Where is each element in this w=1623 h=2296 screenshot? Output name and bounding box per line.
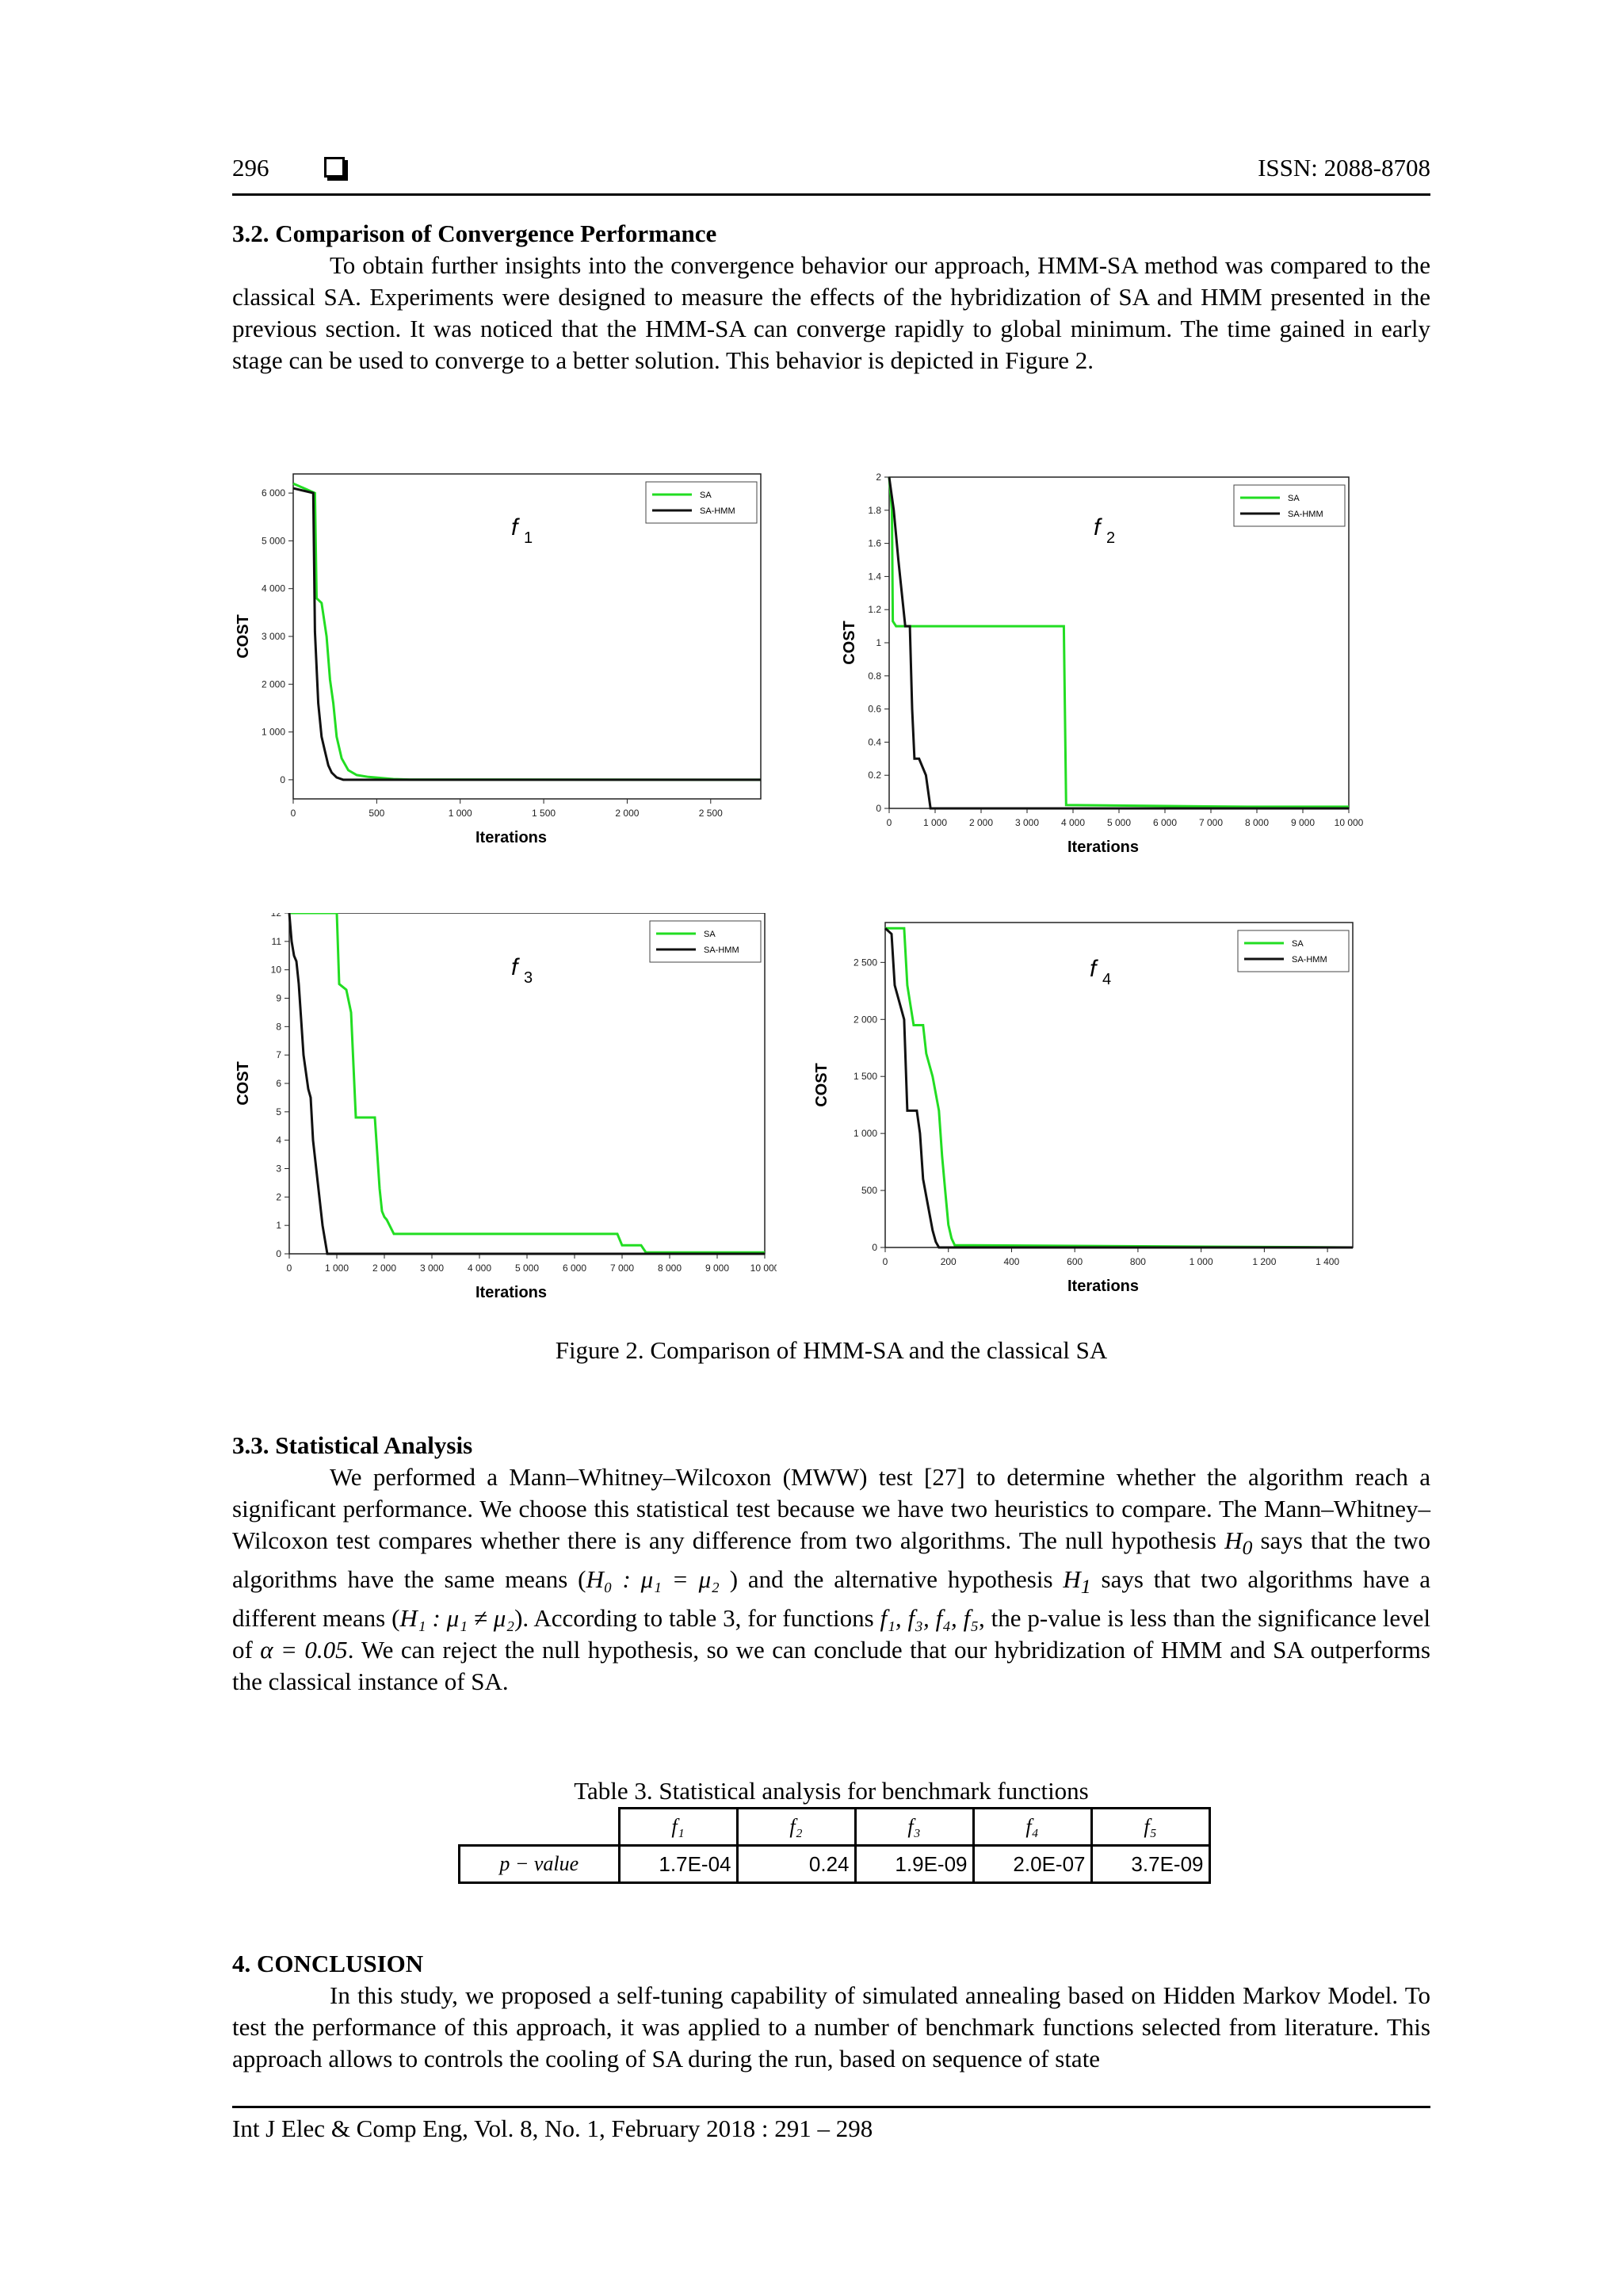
chart-f2-svg xyxy=(832,468,1375,892)
legend-label: SA xyxy=(1288,494,1300,503)
section-3-2-paragraph: To obtain further insights into the convergence behavior our approach, HMM-SA method was compared to the classical SA. Experiments were designed to measure the effects of the hybridization of SA and HMM presented in the previous section. It was noticed that the HMM-SA can converge rapidly to global minimum. The time gained in early stage can be used to converge to a better solution. This behavior is depicted in Figure 2. xyxy=(232,251,1430,374)
page-footer xyxy=(232,2106,1430,2143)
x-tick-label: 800 xyxy=(1129,1256,1146,1267)
x-tick-label: 3 000 xyxy=(419,1263,445,1274)
table-cell: 2.0E-07 xyxy=(973,1846,1091,1883)
y-tick-label: 1.4 xyxy=(868,571,881,583)
x-tick-label: 1 200 xyxy=(1252,1256,1277,1267)
x-tick-label: 5 000 xyxy=(514,1263,540,1274)
h1-letter: H xyxy=(1063,1565,1081,1594)
legend-label: SA xyxy=(700,491,712,500)
legend-box xyxy=(650,921,761,962)
issn: ISSN: 2088-8708 xyxy=(1258,154,1430,181)
y-tick-label: 500 xyxy=(861,1185,877,1197)
table-header-cell: f₂ xyxy=(737,1809,855,1846)
y-axis-label: COST xyxy=(235,614,252,659)
y-tick-label: 2 500 xyxy=(853,957,877,968)
table-corner-cell xyxy=(460,1809,620,1846)
x-tick-label: 1 500 xyxy=(532,808,556,819)
x-tick-label: 0 xyxy=(290,808,296,819)
x-tick-label: 1 000 xyxy=(324,1263,349,1274)
stat-text-2: says that the two algorithms have the same means ( xyxy=(232,1526,1431,1594)
x-tick-label: 9 000 xyxy=(1290,817,1316,828)
y-tick-label: 5 xyxy=(276,1106,281,1117)
x-tick-label: 1 000 xyxy=(1189,1256,1213,1267)
chart-f4-svg xyxy=(804,913,1375,1321)
section-3-2-title: 3.2. Comparison of Convergence Performance xyxy=(232,220,717,247)
table-header-cell: f₁ xyxy=(619,1809,737,1846)
y-axis-label: COST xyxy=(841,621,858,665)
x-tick-label: 1 400 xyxy=(1316,1256,1340,1267)
y-tick-label: 1.6 xyxy=(868,537,881,549)
x-tick-label: 500 xyxy=(369,808,385,819)
table-cell: 1.9E-09 xyxy=(855,1846,973,1883)
x-tick-label: 10 000 xyxy=(1334,817,1364,828)
x-tick-label: 400 xyxy=(1003,1256,1020,1267)
y-tick-label: 9 xyxy=(276,992,281,1004)
y-tick-label: 1 000 xyxy=(261,726,285,738)
means-differ: H₁ : μ₁ ≠ μ₂ xyxy=(399,1604,515,1633)
y-tick-label: 0.2 xyxy=(868,770,881,781)
y-tick-label: 0 xyxy=(280,774,285,785)
y-tick-label: 2 000 xyxy=(853,1014,877,1026)
legend-box xyxy=(1238,930,1349,972)
y-tick-label: 7 xyxy=(276,1049,281,1061)
footer-citation: Int J Elec & Comp Eng, Vol. 8, No. 1, February 2018 : 291 – 298 xyxy=(232,2115,873,2142)
square-bullet-icon xyxy=(324,157,345,178)
y-tick-label: 0.6 xyxy=(868,703,881,715)
x-tick-label: 3 000 xyxy=(1014,817,1040,828)
stat-text-3: ) and the alternative hypothesis xyxy=(719,1565,1064,1594)
h0-symbol xyxy=(1224,1526,1253,1560)
y-tick-label: 12 xyxy=(270,913,281,919)
x-tick-label: 2 000 xyxy=(372,1263,397,1274)
stat-table xyxy=(458,1807,1211,1884)
y-tick-label: 11 xyxy=(271,935,281,947)
legend-label: SA-HMM xyxy=(1292,955,1327,965)
chart-f3-svg xyxy=(226,913,777,1321)
y-tick-label: 10 xyxy=(270,964,281,976)
x-axis-label: Iterations xyxy=(475,1284,548,1301)
y-tick-label: 6 000 xyxy=(261,487,285,499)
page-header xyxy=(232,154,1430,196)
x-tick-label: 10 000 xyxy=(750,1263,777,1274)
h0-subscript: 0 xyxy=(1242,1536,1253,1560)
y-tick-label: 4 xyxy=(276,1134,281,1146)
x-tick-label: 1 000 xyxy=(922,817,948,828)
table-header-cell: f₃ xyxy=(855,1809,973,1846)
y-tick-label: 0.8 xyxy=(868,670,881,682)
table-header-cell: f₄ xyxy=(973,1809,1091,1846)
x-tick-label: 0 xyxy=(286,1263,292,1274)
y-tick-label: 2 xyxy=(276,1191,281,1203)
function-label: f xyxy=(1090,956,1097,982)
section-3-3-paragraph xyxy=(232,1461,1430,1698)
y-tick-label: 0.4 xyxy=(868,736,881,748)
chart-f3 xyxy=(226,913,777,1321)
y-tick-label: 1.2 xyxy=(868,604,881,616)
y-tick-label: 2 000 xyxy=(261,678,285,690)
page-number: 296 xyxy=(232,154,269,181)
y-tick-label: 4 000 xyxy=(261,583,285,594)
chart-f1 xyxy=(226,468,777,892)
x-tick-label: 2 500 xyxy=(698,808,723,819)
x-tick-label: 7 000 xyxy=(609,1263,635,1274)
x-tick-label: 200 xyxy=(940,1256,957,1267)
means-equal: H₀ : μ₁ = μ₂ xyxy=(586,1565,720,1594)
y-axis-label: COST xyxy=(813,1063,831,1107)
x-tick-label: 600 xyxy=(1067,1256,1083,1267)
legend-label: SA-HMM xyxy=(704,946,739,955)
table-cell: 3.7E-09 xyxy=(1091,1846,1209,1883)
x-tick-label: 5 000 xyxy=(1106,817,1132,828)
function-subscript: 4 xyxy=(1102,971,1112,988)
x-tick-label: 6 000 xyxy=(562,1263,587,1274)
function-label: f xyxy=(511,954,518,980)
table-header-cell: f₅ xyxy=(1091,1809,1209,1846)
stat-text-1: We performed a Mann–Whitney–Wilcoxon (MWW) test [27] to determine whether the algorithm reach a significant performance. We choose this statistical test because we have two heuristics to compare. The Mann–Whitney–Wilcoxon test compares whether there is any difference from two algorithms. The null hypothesis xyxy=(232,1463,1430,1554)
table-header-row xyxy=(460,1809,1210,1846)
y-tick-label: 0 xyxy=(872,1242,877,1253)
y-tick-label: 3 000 xyxy=(261,631,285,642)
x-tick-label: 0 xyxy=(886,817,892,828)
y-tick-label: 2 xyxy=(876,472,881,483)
h0-letter: H xyxy=(1224,1526,1243,1554)
x-tick-label: 2 000 xyxy=(615,808,640,819)
function-subscript: 2 xyxy=(1106,529,1116,547)
chart-f4 xyxy=(804,913,1375,1321)
chart-f1-svg xyxy=(226,468,777,892)
y-tick-label: 0 xyxy=(276,1248,281,1259)
stat-text-5: ). According to table 3, for functions xyxy=(514,1604,880,1633)
stat-text-4: says that two algorithms have a different means ( xyxy=(232,1565,1430,1633)
section-3-3-title: 3.3. Statistical Analysis xyxy=(232,1431,473,1459)
figure-caption: Figure 2. Comparison of HMM-SA and the classical SA xyxy=(555,1336,1108,1364)
legend-label: SA xyxy=(704,930,716,939)
y-tick-label: 3 xyxy=(276,1163,281,1175)
plot-frame xyxy=(889,477,1349,808)
stat-text-7: . We can reject the null hypothesis, so we can conclude that our hybridization of HMM and SA outperforms the classical instance of SA. xyxy=(232,1636,1430,1696)
function-subscript: 1 xyxy=(524,529,533,547)
function-label: f xyxy=(1094,514,1101,541)
table-caption: Table 3. Statistical analysis for benchmark functions xyxy=(574,1777,1089,1805)
y-axis-label: COST xyxy=(235,1061,252,1106)
functions-list: f₁, f₃, f₄, f₅ xyxy=(880,1604,979,1633)
legend-label: SA xyxy=(1292,939,1304,949)
table-row xyxy=(460,1846,1210,1883)
x-tick-label: 2 000 xyxy=(968,817,994,828)
y-tick-label: 0 xyxy=(876,803,881,814)
legend-box xyxy=(646,482,757,523)
alpha-level: α = 0.05 xyxy=(260,1636,348,1664)
function-subscript: 3 xyxy=(524,969,533,987)
x-tick-label: 4 000 xyxy=(467,1263,492,1274)
y-tick-label: 1 xyxy=(276,1220,281,1232)
table-cell: 0.24 xyxy=(737,1846,855,1883)
table-cell: 1.7E-04 xyxy=(619,1846,737,1883)
x-tick-label: 1 000 xyxy=(448,808,472,819)
x-tick-label: 8 000 xyxy=(1244,817,1270,828)
x-tick-label: 6 000 xyxy=(1152,817,1178,828)
h1-subscript: 1 xyxy=(1080,1575,1091,1599)
x-tick-label: 4 000 xyxy=(1060,817,1086,828)
y-tick-label: 1 500 xyxy=(853,1071,877,1083)
section-4-paragraph: In this study, we proposed a self-tuning capability of simulated annealing based on Hidden Markov Model. To test the performance of this approach, it was applied to a number of benchmark functions selected from literature. This approach allows to controls the cooling of SA during the run, based on sequence of state xyxy=(232,1981,1430,2073)
legend-box xyxy=(1234,485,1345,526)
legend-label: SA-HMM xyxy=(700,506,735,516)
y-tick-label: 1 000 xyxy=(853,1128,877,1140)
table-row-label: p − value xyxy=(460,1846,620,1883)
h1-symbol xyxy=(1063,1565,1091,1599)
legend-label: SA-HMM xyxy=(1288,510,1323,519)
section-4-title: 4. CONCLUSION xyxy=(232,1950,424,1977)
y-tick-label: 1 xyxy=(876,637,881,648)
x-tick-label: 7 000 xyxy=(1198,817,1224,828)
y-tick-label: 6 xyxy=(276,1078,281,1089)
y-tick-label: 1.8 xyxy=(868,504,881,516)
x-tick-label: 8 000 xyxy=(657,1263,682,1274)
x-axis-label: Iterations xyxy=(1067,839,1140,856)
stat-text-6: , the p-value is less than the significance level of xyxy=(232,1604,1430,1664)
x-tick-label: 9 000 xyxy=(705,1263,730,1274)
x-axis-label: Iterations xyxy=(475,829,548,846)
x-tick-label: 0 xyxy=(882,1256,888,1267)
plot-frame xyxy=(289,913,765,1254)
x-axis-label: Iterations xyxy=(1067,1278,1140,1295)
function-label: f xyxy=(511,514,518,541)
chart-f2 xyxy=(832,468,1375,892)
y-tick-label: 5 000 xyxy=(261,535,285,547)
y-tick-label: 8 xyxy=(276,1021,281,1033)
